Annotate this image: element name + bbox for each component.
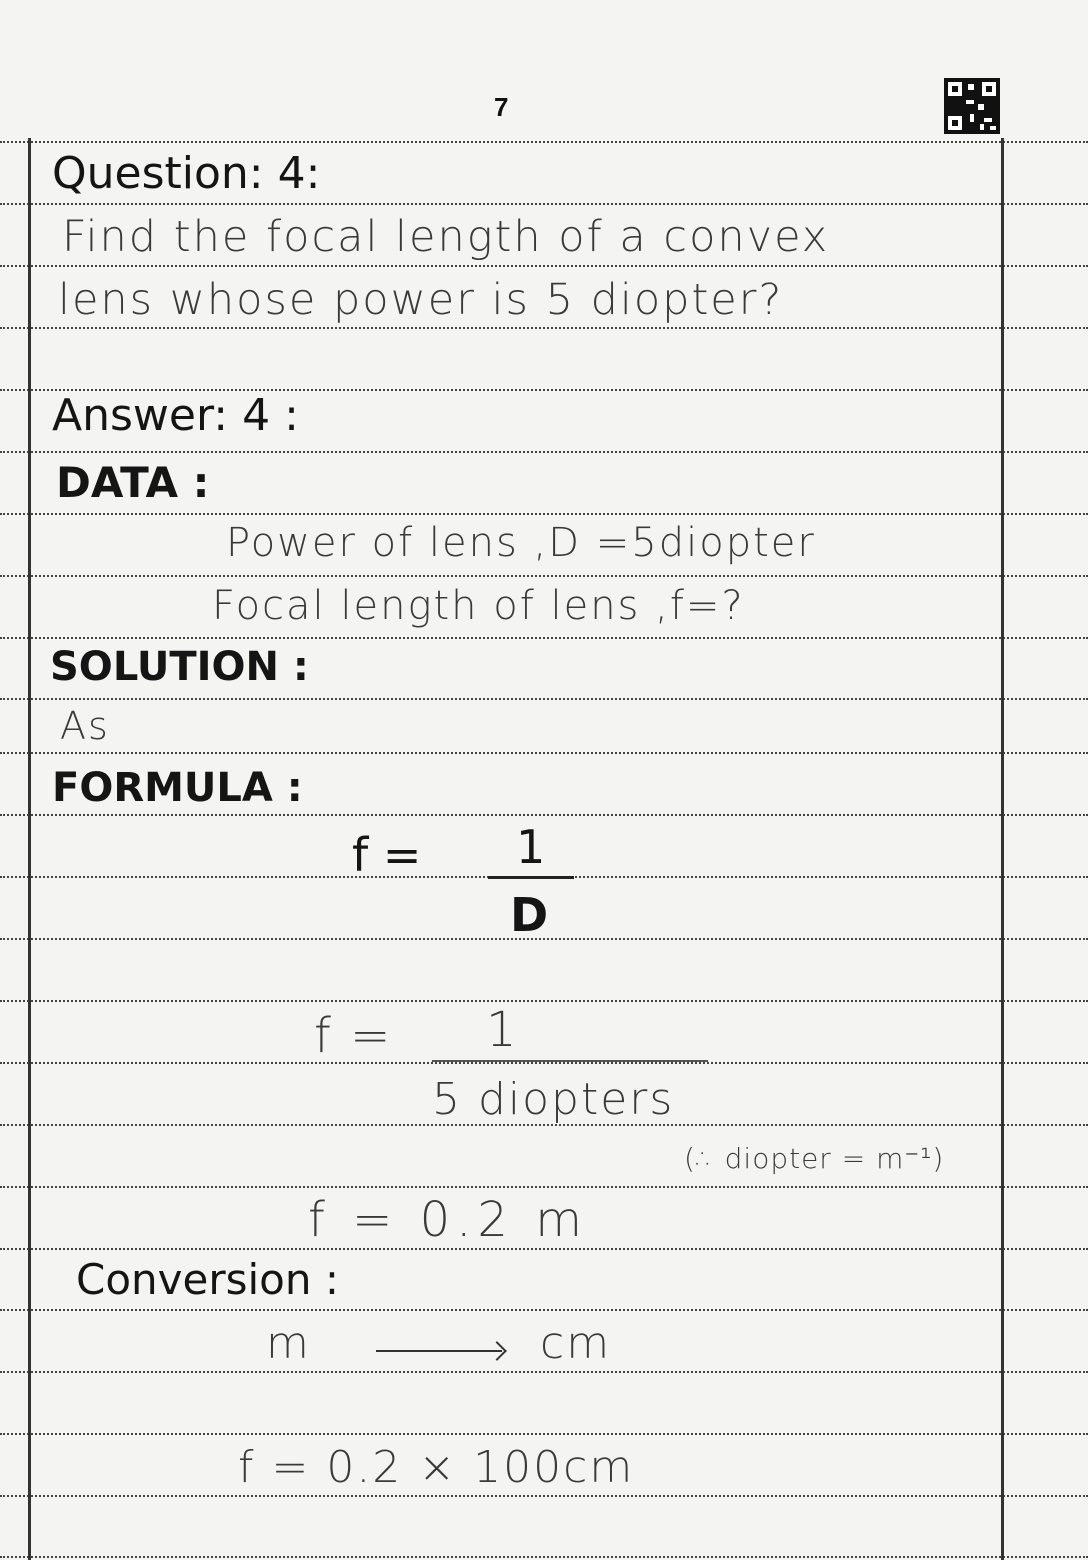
result-line: f = 0.2 m (308, 1192, 588, 1248)
substitution-denominator: 5 diopters (432, 1074, 675, 1125)
ruled-line (0, 1248, 1088, 1250)
page-number: 7 (494, 92, 509, 122)
ruled-line (0, 1000, 1088, 1002)
ruled-line (0, 1556, 1088, 1558)
ruled-line (0, 203, 1088, 205)
formula-fraction-bar (488, 876, 574, 879)
answer-heading: Answer: 4 : (52, 390, 299, 441)
conversion-arrow-icon (376, 1350, 502, 1352)
formula-heading: FORMULA : (52, 765, 303, 811)
ruled-line (0, 513, 1088, 515)
substitution-fraction-bar (432, 1060, 708, 1062)
conversion-from-unit: m (266, 1318, 311, 1369)
formula-denominator: D (510, 888, 549, 942)
ruled-line (0, 752, 1088, 754)
substitution-lhs: f = (314, 1008, 393, 1064)
conversion-heading: Conversion : (76, 1255, 339, 1304)
ruled-line (0, 575, 1088, 577)
ruled-line (0, 1433, 1088, 1435)
ruled-line (0, 698, 1088, 700)
ruled-line (0, 1495, 1088, 1497)
ruled-line (0, 1371, 1088, 1373)
ruled-line (0, 327, 1088, 329)
question-line-1: Find the focal length of a convex (62, 212, 830, 262)
substitution-numerator: 1 (486, 1002, 519, 1058)
left-margin-line (28, 138, 31, 1560)
ruled-line (0, 1062, 1088, 1064)
data-heading: DATA : (56, 458, 210, 507)
formula-lhs: f = (352, 828, 422, 882)
data-line-power: Power of lens ,D =5diopter (226, 520, 816, 566)
ruled-line (0, 451, 1088, 453)
ruled-line (0, 265, 1088, 267)
conversion-to-unit: cm (540, 1318, 612, 1369)
ruled-line (0, 814, 1088, 816)
question-line-2: lens whose power is 5 diopter? (58, 275, 784, 325)
data-line-focal-length: Focal length of lens ,f=? (212, 583, 745, 629)
unit-note: (∴ diopter = m⁻¹) (684, 1142, 945, 1175)
qr-code-icon (944, 78, 1000, 134)
ruled-line (0, 1186, 1088, 1188)
formula-numerator: 1 (516, 820, 546, 874)
ruled-line (0, 637, 1088, 639)
ruled-line (0, 141, 1088, 143)
final-calculation: f = 0.2 × 100cm (238, 1442, 635, 1493)
solution-heading: SOLUTION : (50, 644, 309, 690)
solution-as: As (60, 704, 110, 748)
right-margin-line (1001, 138, 1004, 1560)
question-heading: Question: 4: (52, 148, 321, 199)
ruled-line (0, 1309, 1088, 1311)
